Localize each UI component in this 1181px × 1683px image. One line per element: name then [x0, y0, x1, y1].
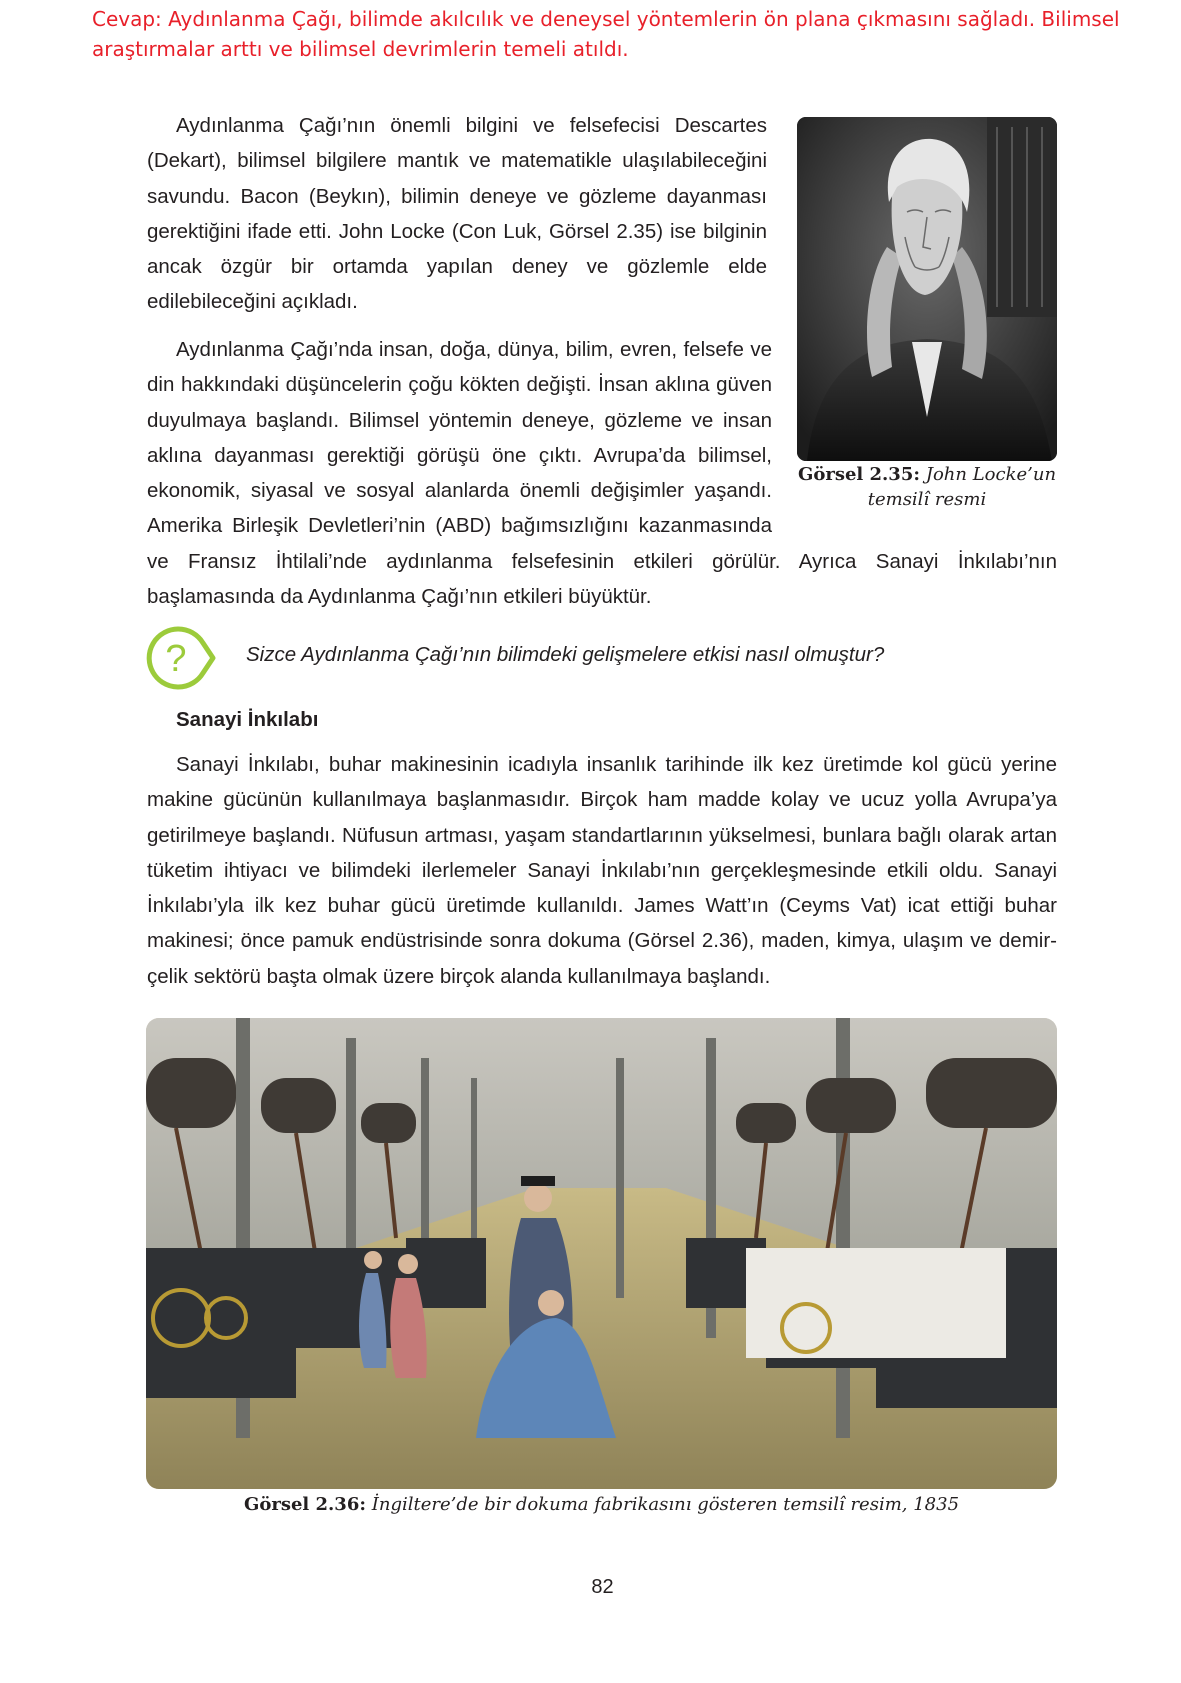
question-mark-icon [145, 625, 217, 691]
paragraph-industrial-revolution: Sanayi İnkılabı, buhar makinesinin icadıyla insanlık tarihinde ilk kez üretimde kol gücü yerine makine gücünün kullanılmaya başlanmasıdır. Birçok ham madde kolay ve ucuz yolla Avrupa’ya getirilmeye başlandı. Nüfusun artması, yaşam standartlarının yükselmesi, bunlara bağlı olarak artan tüketim ihtiyacı ve bilimdeki ilerlemeler Sanayi İnkılabı’nın gerçekleşmesinde etkili oldu. Sanayi İnkılabı’yla ilk kez buhar gücü üretimde kullanıldı. James Watt’ın (Ceyms Vat) icat ettiği buhar makinesi; önce pamuk endüstrisinde sonra dokuma (Görsel 2.36), maden, kimya, ulaşım ve demir-çelik sektörü başta olmak üzere birçok alanda kullanılmaya başlandı. [147, 753, 1057, 988]
question-mark-symbol: ? [165, 638, 187, 680]
section-heading: Sanayi İnkılabı [176, 708, 319, 731]
answer-line-1: Cevap: Aydınlanma Çağı, bilimde akılcılık ve deneysel yöntemlerin ön plana çıkmasını sağladı. Bilimsel [92, 7, 1120, 31]
answer-note [92, 4, 1152, 64]
textile-factory-illustration [146, 1018, 1057, 1489]
figure-label: Görsel 2.36: [243, 1494, 367, 1515]
float-spacer [772, 332, 1057, 530]
figure-caption-text: İngiltere’de bir dokuma fabrikasını gösteren temsilî resim, 1835 [371, 1494, 960, 1515]
discussion-question [145, 625, 1065, 691]
figure-label: Görsel 2.35: [797, 464, 920, 485]
factory-scene [146, 1018, 1057, 1489]
figure-caption-2-36 [146, 1494, 1057, 1515]
paragraph-enlightenment-1: Aydınlanma Çağı’nın önemli bilgini ve felsefecisi Descartes (Dekart), bilimsel bilgilere mantık ve matematikle ulaşılabileceğini savundu. Bacon (Beykın), bilimin deneye ve gözleme dayanması gerektiğini ifade etti. John Locke (Con Luk, Görsel 2.35) ise bilginin ancak özgür bir ortamda yapılan deney ve gözlemle elde edilebileceğini açıkladı. [147, 114, 767, 314]
paragraph-enlightenment-2-text: Aydınlanma Çağı’nda insan, doğa, dünya, bilim, evren, felsefe ve din hakkındaki düşüncelerin çoğu kökten değişti. İnsan aklına güven duyulmaya başlandı. Bilimsel yöntemin deneye, gözleme ve insan aklına dayanması gerektiği görüşü öne çıktı. Avrupa’da bilimsel, ekonomik, siyasal ve sosyal alanlarda önemli değişimler yaşandı. Amerika Birleşik Devletleri’nin (ABD) bağımsızlığını kazanmasında ve Fransız İhtilali’nde aydınlanma felsefesinin etkileri görülür. Ayrıca Sanayi İnkılabı’nın başlamasında da Aydınlanma Çağı’nın etkileri büyüktür. [147, 338, 1057, 609]
question-text: Sizce Aydınlanma Çağı’nın bilimdeki gelişmelere etkisi nasıl olmuştur? [246, 643, 885, 666]
figure-caption-text-2: temsilî resmi [867, 489, 987, 510]
answer-line-2: araştırmalar arttı ve bilimsel devrimlerin temeli atıldı. [92, 37, 629, 61]
page-number: 82 [591, 1576, 614, 1598]
figure-caption-text: John Locke’un [925, 464, 1057, 485]
paragraph-enlightenment-2 [147, 332, 1057, 614]
